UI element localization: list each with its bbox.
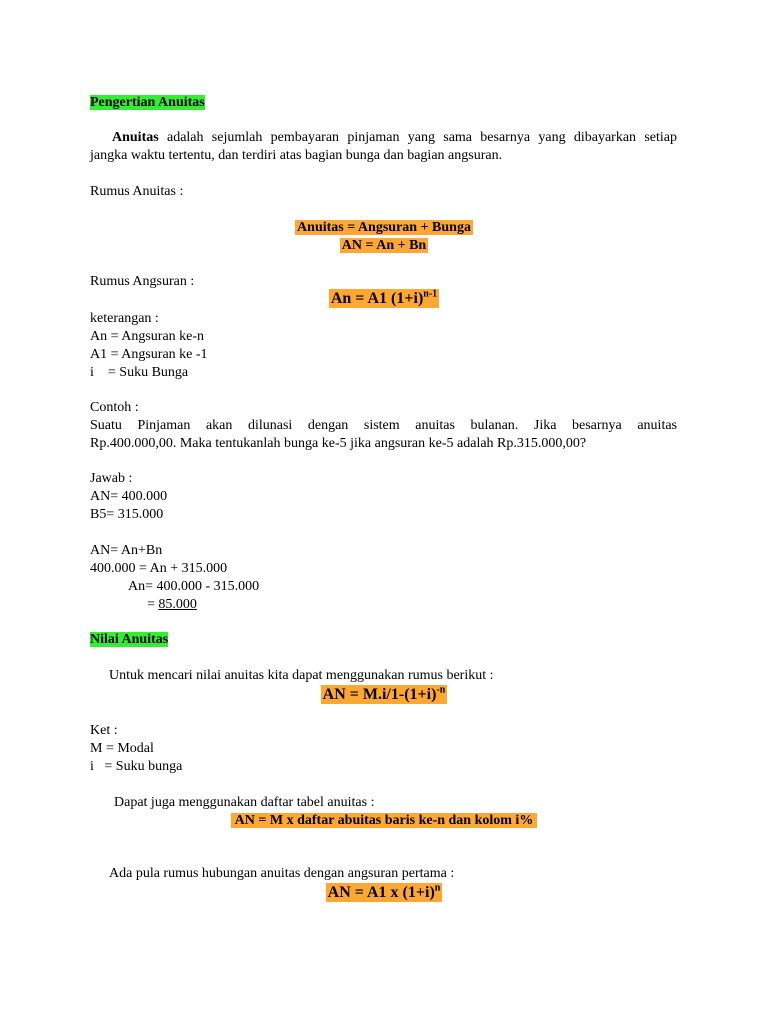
ket-line: i = Suku bunga	[90, 759, 183, 774]
jawab-line: AN= 400.000	[90, 489, 168, 504]
keterangan-label: keterangan :	[90, 311, 159, 326]
intro-paragraph-line1	[90, 129, 677, 147]
keterangan-line: A1 = Angsuran ke -1	[90, 347, 208, 362]
keterangan-line: i = Suku Bunga	[90, 365, 189, 380]
intro-paragraph-line2: jangka waktu tertentu, dan terdiri atas bagian bunga dan bagian angsuran.	[90, 148, 503, 163]
heading-nilai-anuitas	[90, 631, 168, 649]
contoh-line1: Suatu Pinjaman akan dilunasi dengan sistem anuitas bulanan. Jika besarnya anuitas	[90, 418, 677, 433]
nilai-intro: Untuk mencari nilai anuitas kita dapat menggunakan rumus berikut :	[109, 668, 494, 683]
ket-label: Ket :	[90, 723, 118, 738]
formula-angsuran-exponent: n-1	[423, 288, 438, 300]
calc-line-4: = 85.000	[147, 597, 197, 612]
heading-pengertian-anuitas	[90, 94, 205, 112]
calc-result: 85.000	[158, 597, 197, 612]
formula-anuitas-line2: AN = An + Bn	[341, 238, 427, 253]
rumus-anuitas-label: Rumus Anuitas :	[90, 184, 184, 199]
calc-line-3: An= 400.000 - 315.000	[128, 579, 260, 594]
contoh-line2: Rp.400.000,00. Maka tentukanlah bunga ke-5 jika angsuran ke-5 adalah Rp.315.000,00?	[90, 436, 587, 451]
rumus-angsuran-label: Rumus Angsuran :	[90, 274, 195, 289]
keterangan-line: An = Angsuran ke-n	[90, 329, 205, 344]
contoh-label: Contoh :	[90, 400, 139, 415]
jawab-label: Jawab :	[90, 471, 133, 486]
formula-angsuran: An = A1 $(1+i)^{n-1}$	[330, 288, 438, 307]
calc-line: AN= An+Bn	[90, 543, 163, 558]
ket-line: M = Modal	[90, 741, 154, 756]
intro-term: Anuitas	[112, 130, 159, 145]
jawab-line: B5= 315.000	[90, 507, 164, 522]
heading-text: Nilai Anuitas	[90, 632, 169, 647]
calc-line: 400.000 = An + 315.000	[90, 561, 228, 576]
tabel-intro: Dapat juga menggunakan daftar tabel anuitas :	[114, 795, 375, 810]
formula-anuitas-line1: Anuitas = Angsuran + Bunga	[297, 220, 471, 235]
formula-tabel: AN = M x daftar abuitas baris ke-n dan kolom i%	[0, 812, 768, 830]
formula-nilai-exponent: -n	[436, 684, 446, 696]
formula-nilai-anuitas: AN = $M.i/1-(1+i)^{-n}$	[322, 684, 446, 703]
intro-line1-text: adalah sejumlah pembayaran pinjaman yang sama besarnya yang dibayarkan setiap	[158, 130, 677, 145]
formula-hubungan-exponent: n	[434, 882, 441, 894]
formula-hubungan: AN = A1 x $(1+i)^n$	[327, 882, 441, 901]
hubungan-intro: Ada pula rumus hubungan anuitas dengan angsuran pertama :	[109, 866, 455, 881]
heading-text: Pengertian Anuitas	[90, 95, 205, 110]
